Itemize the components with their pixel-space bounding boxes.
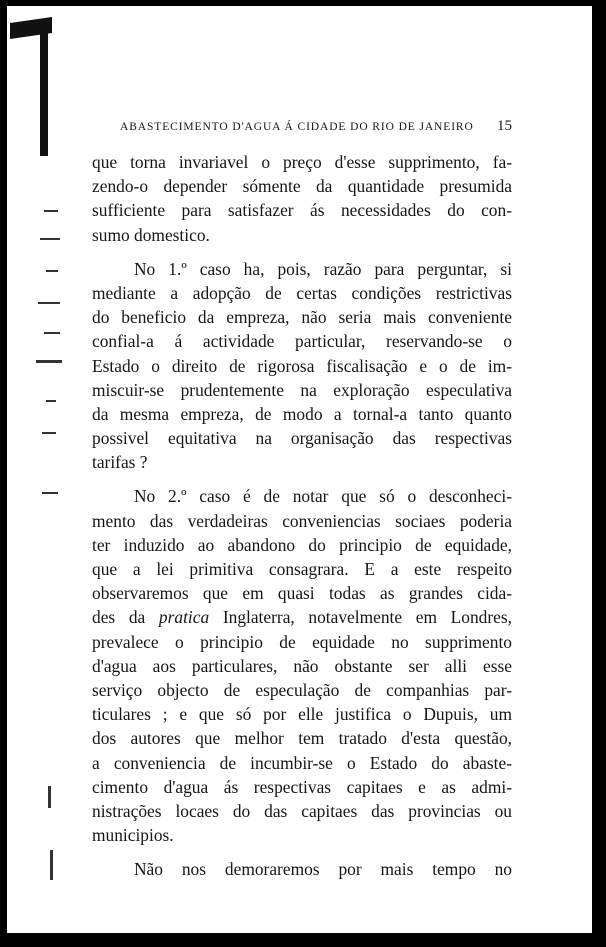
paragraph [92,484,512,847]
body-text [92,150,512,881]
gutter-specks [34,780,64,900]
text-line: possivel equitativa na organisação das respectivas [92,428,512,449]
text-line: nistrações locaes do das capitaes das provincias ou [92,800,512,821]
text-line: miscuir-se prudentemente na exploração especulativa [92,379,512,400]
gutter-specks [34,200,64,440]
text-line: sufficiente para satisfazer ás necessidades do con- [92,200,512,221]
italic-word: pratica [158,607,210,628]
text-line: da mesma empreza, de modo a tornal-a tanto quanto [92,403,512,424]
text-line: dos autores que melhor tem tratado d'esta questão, [92,728,512,749]
text-fragment: des da [92,607,159,628]
text-fragment: Inglaterra, notavelmente em Londres, [209,607,512,628]
text-line: prevalece o principio de equidade no supprimento [92,631,512,652]
text-line: que torna invariavel o preço d'esse supprimento, fa- [92,152,512,172]
text-line: ticulares ; e que só por elle justifica o Dupuis, um [92,704,512,725]
text-line: mento das verdadeiras conveniencias sociaes poderia [92,510,512,531]
binding-mark [40,28,48,156]
text-line-with-italic [92,605,512,629]
text-line: Não nos demoraremos por mais tempo no [134,859,512,880]
text-line: a conveniencia de incumbir-se o Estado do abaste- [92,752,512,773]
running-head-title: ABASTECIMENTO D'AGUA Á CIDADE DO RIO DE JANEIRO [120,121,474,133]
text-line: No 2.º caso é de notar que só o desconheci- [134,486,512,507]
paragraph [92,857,512,881]
running-head [120,118,512,140]
text-line: mediante a adopção de certas condições restrictivas [92,282,512,303]
paragraph [92,257,512,475]
paragraph [92,150,512,247]
text-line: que a lei primitiva consagrara. E a este respeito [92,559,512,579]
gutter-specks [34,490,64,510]
text-line: observaremos que em quasi todas as grandes cida- [92,583,512,604]
text-line: Estado o direito de rigorosa fiscalisação e o de im- [92,355,512,376]
page-number: 15 [497,118,512,134]
text-line: ter induzido ao abandono do principio de equidade, [92,534,512,555]
text-line: No 1.º caso ha, pois, razão para perguntar, si [134,258,512,279]
text-line: zendo-o depender sómente da quantidade presumida [92,176,512,197]
text-line: confial-a á actividade particular, reservando-se o [92,331,512,352]
text-line: cimento d'agua ás respectivas capitaes e as admi- [92,776,512,797]
text-line: d'agua aos particulares, não obstante ser alli esse [92,655,512,676]
book-page [92,118,512,881]
text-line: serviço objecto de especulação de companhias par- [92,679,512,700]
text-line: do beneficio da empreza, não seria mais conveniente [92,307,512,328]
text-line: sumo domestico. [92,224,210,245]
text-line: tarifas ? [92,452,148,473]
text-line: municipios. [92,825,174,846]
